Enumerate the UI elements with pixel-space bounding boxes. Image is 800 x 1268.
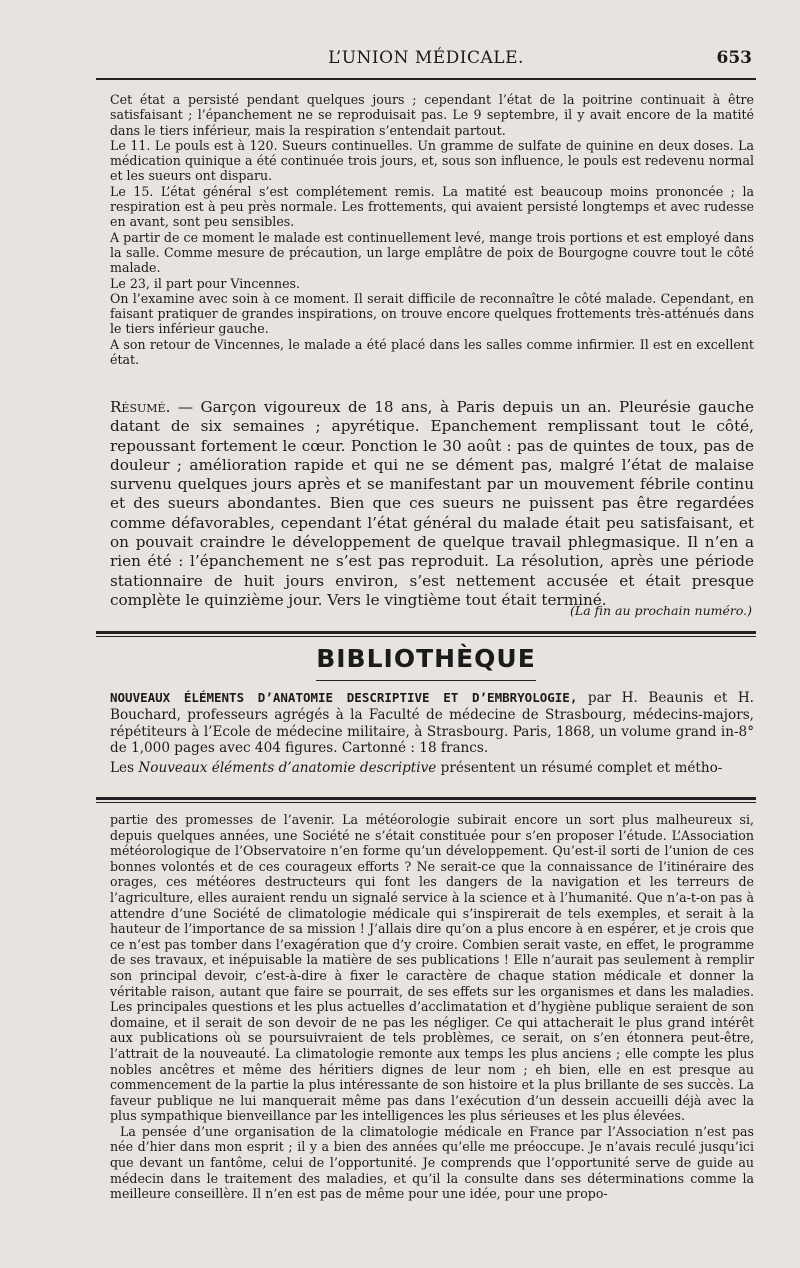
paragraph: Le 11. Le pouls est à 120. Sueurs continuelles. Un gramme de sulfate de quinine en deux doses. La médication quinique a été continuée trois jours, et, sous son influence, le pouls est redevenu normal et les sueurs ont disparu.: [110, 137, 754, 184]
section-heading: BIBLIOTHÈQUE: [316, 644, 536, 673]
intro-text-end: présentent un résumé complet et métho-: [436, 760, 723, 777]
book-review: [110, 690, 754, 777]
paragraph: partie des promesses de l’avenir. La météorologie subirait encore un sort plus malheureux si, depuis quelques années, une Société ne s’était constituée pour s’en proposer l’étude. L’Association météorologique de l’Observatoire n’en forme qu’un développement. Qu’est-il sorti de l’union de ces bonnes volontés et de ces courageux efforts ? Ne serait-ce que la connaissance de l’itinéraire des orages, ces météores destructeurs qui font les dangers de la navigation et les terreurs de l’agriculture, elles auraient rendu un signalé service à la science et à l’humanité. Que n’a-t-on pas à attendre d’une Société de climatologie médicale qui s’inspirerait de tels exemples, et serait à la hauteur de l’importance de sa mission ! J’allais dire qu’on a plus encore à en espérer, et je crois que ce n’est pas tomber dans l’exagération que d’y croire. Combien serait vaste, en effet, le programme de ses travaux, et inépuisable la matière de ses publications ! Elle n’aurait pas seulement à remplir son principal devoir, c’est-à-dire à fixer le caractère de chaque station médicale et donner la véritable raison, autant que faire se pourrait, de ses effets sur les organismes et dans les maladies. Les principales questions et les plus actuelles d’acclimatation et d’hygiène publique seraient de son domaine, et il serait de son devoir de ne pas les négliger. Ce qui attacherait le plus grand intérêt aux publications où se poursuivraient de tels problèmes, ce serait, on s’en étonnera peut-être, l’attrait de la nouveauté. La climatologie remonte aux temps les plus anciens ; elle compte les plus nobles ancêtres et même des héritiers dignes de leur nom ; eh bien, elle en est presque au commencement de la partie la plus intéressante de son histoire et la plus brillante de ses succès. La faveur publique ne lui manquerait même pas dans l’exécution d’un dessein accueilli déjà avec la plus sympathique bienveillance par les intelligences les plus sérieuses et les plus élevées.: [110, 812, 754, 1124]
continuation-note: (La fin au prochain numéro.): [570, 603, 752, 618]
book-title: NOUVEAUX ÉLÉMENTS D’ANATOMIE DESCRIPTIVE ET D’EMBRYOLOGIE,: [110, 690, 578, 705]
paragraph: La pensée d’une organisation de la climatologie médicale en France par l’Association n’est pas née d’hier dans mon esprit ; il y a bien des années qu’elle me préoccupe. Je n’avais reculé jusqu’ici que devant un fantôme, celui de l’opportunité. Je comprends que l’opportunité serve de guide au médecin dans le traitement des maladies, et qu’il la consulte dans ses déterminations comme la meilleure conseillère. Il n’en est pas de même pour une idée, pour une propo-: [110, 1123, 754, 1202]
paragraph: On l’examine avec soin à ce moment. Il serait difficile de reconnaître le côté malade. Cependant, en faisant pratiquer de grandes inspirations, on trouve encore quelques frottements très-atténués dans le tiers inférieur gauche.: [110, 290, 754, 337]
feuilleton-text: [110, 812, 754, 1202]
section-rule-thin: [96, 636, 756, 637]
book-details: par H. Beaunis et H. Bouchard, professeurs agrégés à la Faculté de médecine de Strasbourg, médecins-majors, répétiteurs à l’Ecole de médecine militaire, à Strasbourg. Paris, 1868, un volume grand in-8° de 1,000 pages avec 404 figures. Cartonné : 18 francs.: [110, 690, 754, 757]
section-rule: [96, 631, 756, 634]
resume-text: — Garçon vigoureux de 18 ans, à Paris depuis un an. Pleurésie gauche datant de six semaines ; apyrétique. Epanchement remplissant tout le côté, repoussant fortement le cœur. Ponction le 30 août : pas de quintes de toux, pas de douleur ; amélioration rapide et qui ne se dément pas, malgré l’état de malaise survenu quelques jours après et se manifestant par un mouvement fébrile continu et des sueurs abondantes. Bien que ces sueurs ne puissent pas être regardées comme défavorables, cependant l’état général du malade était peu satisfaisant, et on pouvait craindre le développement de quelque travail phlegmasique. Il n’en a rien été : l’épanchement ne s’est pas reproduit. La résolution, après une période stationnaire de huit jours environ, s’est nettement accusée et était presque complète le quinzième jour. Vers le vingtième tout était terminé.: [110, 398, 754, 609]
paragraph: A son retour de Vincennes, le malade a été placé dans les salles comme infirmier. Il est en excellent état.: [110, 336, 754, 368]
heading-underline: [316, 680, 536, 681]
resume-label: Résumé.: [110, 398, 171, 416]
case-notes: [110, 92, 754, 367]
resume-paragraph: [110, 398, 754, 610]
header-rule: [96, 78, 756, 80]
feuilleton-rule-thin: [96, 802, 756, 803]
paragraph: A partir de ce moment le malade est continuellement levé, mange trois portions et est employé dans la salle. Comme mesure de précaution, un large emplâtre de poix de Bourgogne couvre tout le côté malade.: [110, 229, 754, 276]
journal-title: L’UNION MÉDICALE.: [328, 48, 524, 68]
paragraph: Cet état a persisté pendant quelques jours ; cependant l’état de la poitrine continuait à être satisfaisant ; l’épanchement ne se reproduisait pas. Le 9 septembre, il y avait encore de la matité dans le tiers inférieur, mais la respiration s’entendait partout.: [110, 92, 754, 138]
feuilleton-rule: [96, 797, 756, 800]
intro-text: Les: [110, 760, 139, 777]
page-number: 653: [716, 48, 752, 68]
paragraph: Le 15. L’état général s’est complétement remis. La matité est beaucoup moins prononcée ; la respiration est à peu près normale. Les frottements, qui avaient persisté longtemps et avec rudesse en avant, sont peu sensibles.: [110, 183, 754, 230]
intro-emphasis: Nouveaux éléments d’anatomie descriptive: [138, 760, 437, 777]
running-header: [96, 44, 756, 74]
paragraph: Le 23, il part pour Vincennes.: [110, 275, 301, 291]
